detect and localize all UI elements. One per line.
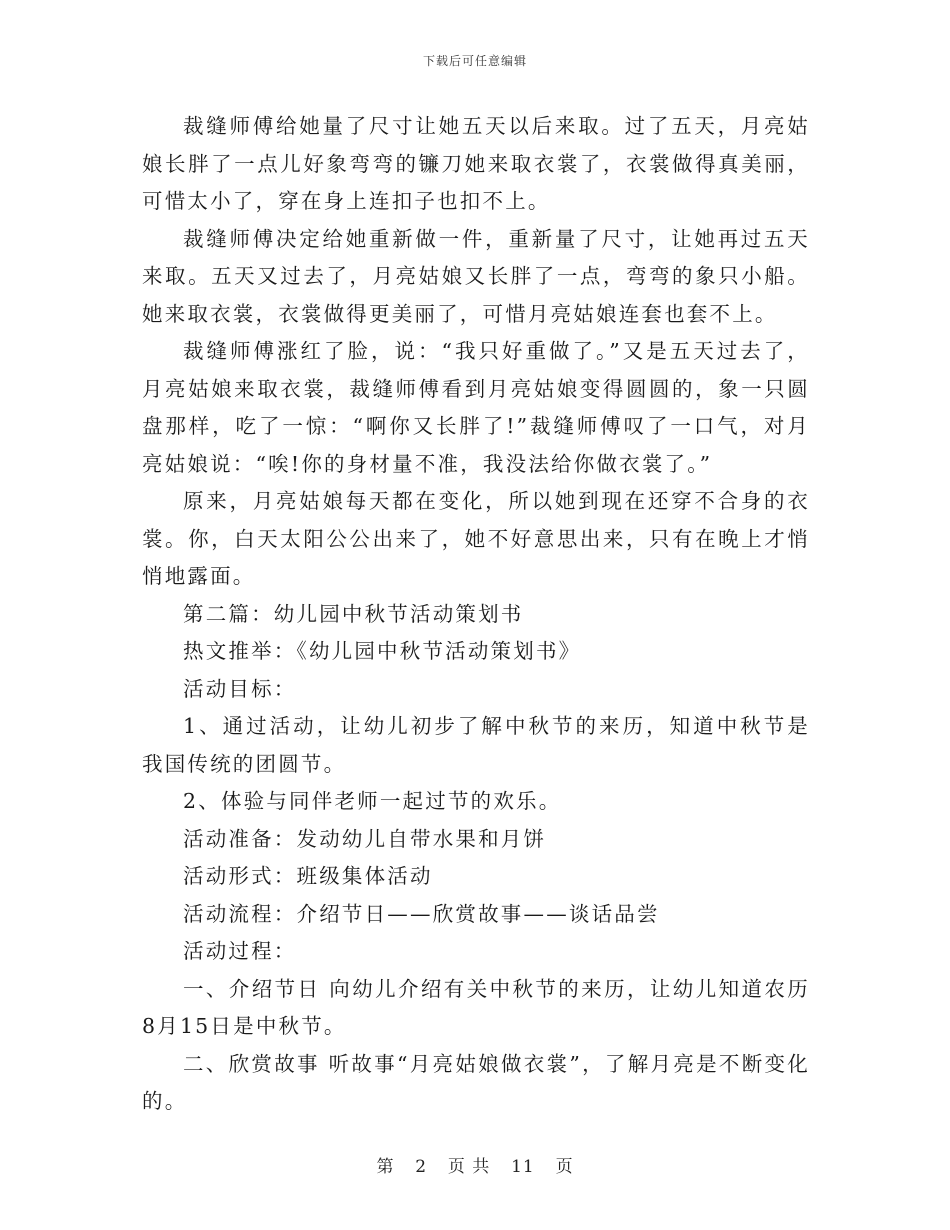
section-title: 第二篇：幼儿园中秋节活动策划书	[183, 601, 524, 626]
page-header: 下载后可任意编辑	[422, 54, 527, 68]
page-middle: 页 共	[447, 1157, 491, 1177]
preparation: 活动准备：发动幼儿自带水果和月饼	[183, 826, 547, 851]
paragraph-2: 裁缝师傅决定给她重新做一件，重新量了尺寸，让她再过五天来取。五天又过去了，月亮姑娘又长胖了一点，弯弯的象只小船。她来取衣裳，衣裳做得更美丽了，可惜月亮姑娘连套也套不上。	[142, 226, 810, 326]
page-current: 2	[415, 1157, 428, 1177]
document-body	[142, 108, 810, 1121]
goals-heading: 活动目标：	[183, 676, 297, 701]
page-total: 11	[511, 1157, 535, 1177]
page-footer	[0, 1152, 950, 1177]
activity-form: 活动形式：班级集体活动	[183, 864, 433, 888]
activity-flow: 活动流程：介绍节日——欣赏故事——谈话品尝	[183, 901, 660, 926]
paragraph-3: 裁缝师傅涨红了脸，说：“我只好重做了。”又是五天过去了，月亮姑娘来取衣裳，裁缝师傅看到月亮姑娘变得圆圆的，象一只圆盘那样，吃了一惊：“啊你又长胖了!”裁缝师傅叹了一口气，对月亮姑娘说：“唉!你的身材量不准，我没法给你做衣裳了。”	[142, 339, 810, 476]
page-suffix: 页	[555, 1157, 574, 1177]
goal-1: 1、通过活动，让幼儿初步了解中秋节的来历，知道中秋节是我国传统的团圆节。	[142, 714, 810, 776]
process-heading: 活动过程：	[183, 939, 297, 963]
paragraph-1: 裁缝师傅给她量了尺寸让她五天以后来取。过了五天，月亮姑娘长胖了一点儿好象弯弯的镰刀她来取衣裳了，衣裳做得真美丽，可惜太小了，穿在身上连扣子也扣不上。	[142, 114, 810, 213]
process-step-2: 二、欣赏故事 听故事“月亮姑娘做衣裳”，了解月亮是不断变化的。	[142, 1051, 810, 1113]
goal-2: 2、体验与同伴老师一起过节的欢乐。	[183, 789, 562, 813]
process-step-1: 一、介绍节日 向幼儿介绍有关中秋节的来历，让幼儿知道农历8月15日是中秋节。	[142, 976, 810, 1038]
paragraph-4: 原来，月亮姑娘每天都在变化，所以她到现在还穿不合身的衣裳。你，白天太阳公公出来了，她不好意思出来，只有在晚上才悄悄地露面。	[142, 489, 810, 588]
recommended-article: 热文推举：《幼儿园中秋节活动策划书》	[183, 639, 582, 663]
page-prefix: 第	[376, 1157, 395, 1177]
